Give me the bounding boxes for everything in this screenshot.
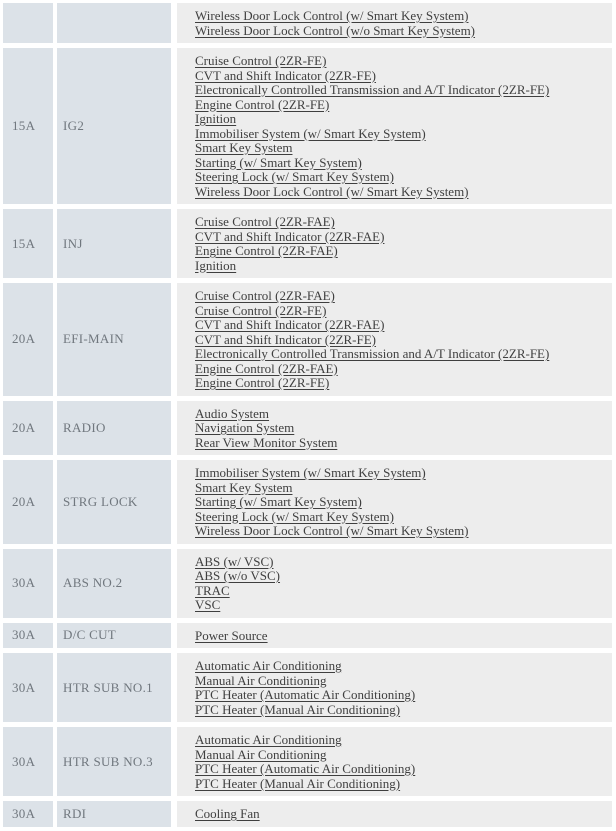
- fuse-row: [3, 653, 612, 722]
- fuse-name-label: STRG LOCK: [63, 493, 138, 509]
- system-link[interactable]: Cruise Control (2ZR-FAE): [195, 214, 335, 229]
- system-link[interactable]: ABS (w/ VSC): [195, 553, 274, 569]
- system-link[interactable]: Cruise Control (2ZR-FE): [195, 53, 327, 68]
- related-systems-cell: [177, 460, 612, 544]
- system-link[interactable]: Cooling Fan: [195, 806, 260, 821]
- fuse-row: [3, 801, 612, 827]
- amperage-label: 30A: [12, 627, 36, 643]
- fuse-row: [3, 401, 612, 456]
- amperage-cell: [3, 48, 53, 204]
- fuse-row: [3, 283, 612, 396]
- amperage-label: 20A: [12, 419, 36, 435]
- system-link[interactable]: Smart Key System: [195, 140, 293, 155]
- amperage-cell: [3, 401, 53, 456]
- related-systems-cell: [177, 549, 612, 618]
- fuse-row: [3, 549, 612, 618]
- amperage-cell: [3, 460, 53, 544]
- amperage-cell: [3, 653, 53, 722]
- fuse-name-label: ABS NO.2: [63, 575, 123, 590]
- system-link[interactable]: Engine Control (2ZR-FE): [195, 375, 330, 390]
- system-link[interactable]: Cruise Control (2ZR-FE): [195, 302, 327, 318]
- amperage-label: 30A: [12, 753, 36, 769]
- fuse-name-label: IG2: [63, 118, 85, 133]
- system-link[interactable]: PTC Heater (Manual Air Conditioning): [195, 775, 401, 791]
- amperage-label: 15A: [12, 118, 36, 133]
- system-link[interactable]: ABS (w/o VSC): [195, 568, 281, 583]
- fuse-name-cell: [57, 209, 171, 278]
- fuse-name-cell: [57, 801, 171, 827]
- amperage-cell: [3, 3, 53, 43]
- system-link[interactable]: Rear View Monitor System: [195, 434, 338, 450]
- fuse-name-cell: [57, 549, 171, 618]
- amperage-label: 15A: [12, 235, 36, 251]
- related-systems-cell: [177, 3, 612, 43]
- fuse-name-label: EFI-MAIN: [63, 331, 124, 347]
- fuse-name-cell: [57, 401, 171, 456]
- fuse-name-cell: [57, 460, 171, 544]
- amperage-cell: [3, 801, 53, 827]
- system-link[interactable]: Ignition: [195, 257, 237, 273]
- related-systems-cell: [177, 283, 612, 396]
- system-link[interactable]: CVT and Shift Indicator (2ZR-FE): [195, 67, 377, 83]
- system-link[interactable]: Navigation System: [195, 420, 295, 435]
- fuse-name-cell: [57, 48, 171, 204]
- amperage-cell: [3, 727, 53, 796]
- system-link[interactable]: Power Source: [195, 627, 268, 643]
- system-link[interactable]: Audio System: [195, 405, 270, 421]
- system-link[interactable]: Immobiliser System (w/ Smart Key System): [195, 465, 426, 480]
- system-link[interactable]: TRAC: [195, 582, 230, 598]
- related-systems-cell: [177, 653, 612, 722]
- related-systems-cell: [177, 801, 612, 827]
- amperage-cell: [3, 623, 53, 649]
- system-link[interactable]: PTC Heater (Automatic Air Conditioning): [195, 761, 416, 776]
- system-link[interactable]: Engine Control (2ZR-FE): [195, 96, 330, 112]
- fuse-row: [3, 727, 612, 796]
- amperage-label: 20A: [12, 331, 36, 347]
- system-link[interactable]: Starting (w/ Smart Key System): [195, 494, 362, 509]
- system-link[interactable]: Engine Control (2ZR-FAE): [195, 360, 338, 376]
- amperage-label: 30A: [12, 679, 36, 695]
- fuse-name-label: D/C CUT: [63, 627, 117, 643]
- related-systems-cell: [177, 401, 612, 456]
- fuse-row: [3, 48, 612, 204]
- system-link[interactable]: Wireless Door Lock Control (w/ Smart Key System): [195, 8, 469, 23]
- system-link[interactable]: Engine Control (2ZR-FAE): [195, 243, 338, 258]
- amperage-cell: [3, 283, 53, 396]
- fuse-name-label: HTR SUB NO.1: [63, 679, 153, 695]
- system-link[interactable]: Steering Lock (w/ Smart Key System): [195, 508, 394, 524]
- related-systems-cell: [177, 48, 612, 204]
- system-link[interactable]: CVT and Shift Indicator (2ZR-FE): [195, 331, 377, 347]
- system-link[interactable]: PTC Heater (Automatic Air Conditioning): [195, 687, 416, 702]
- fuse-name-label: RDI: [63, 805, 87, 821]
- system-link[interactable]: CVT and Shift Indicator (2ZR-FAE): [195, 228, 385, 244]
- system-link[interactable]: Manual Air Conditioning: [195, 672, 327, 688]
- fuse-row: [3, 623, 612, 649]
- system-link[interactable]: Wireless Door Lock Control (w/o Smart Key System): [195, 22, 476, 38]
- fuse-row: [3, 3, 612, 43]
- fuse-name-label: RADIO: [63, 419, 106, 435]
- fuse-row: [3, 209, 612, 278]
- fuse-row: [3, 460, 612, 544]
- system-link[interactable]: Steering Lock (w/ Smart Key System): [195, 169, 394, 184]
- related-systems-cell: [177, 727, 612, 796]
- system-link[interactable]: Starting (w/ Smart Key System): [195, 154, 362, 170]
- fuse-name-label: HTR SUB NO.3: [63, 753, 153, 769]
- system-link[interactable]: PTC Heater (Manual Air Conditioning): [195, 701, 401, 717]
- fuse-name-cell: [57, 283, 171, 396]
- amperage-cell: [3, 549, 53, 618]
- fuse-name-cell: [57, 653, 171, 722]
- system-link[interactable]: Electronically Controlled Transmission and A/T Indicator (2ZR-FE): [195, 82, 550, 97]
- amperage-label: 30A: [12, 805, 36, 821]
- system-link[interactable]: Immobiliser System (w/ Smart Key System): [195, 125, 426, 141]
- amperage-label: 30A: [12, 575, 36, 590]
- system-link[interactable]: Wireless Door Lock Control (w/ Smart Key System): [195, 183, 469, 199]
- amperage-cell: [3, 209, 53, 278]
- fuse-name-label: INJ: [63, 235, 83, 251]
- system-link[interactable]: Manual Air Conditioning: [195, 746, 327, 762]
- system-link[interactable]: CVT and Shift Indicator (2ZR-FAE): [195, 317, 385, 332]
- system-link[interactable]: Wireless Door Lock Control (w/ Smart Key System): [195, 523, 469, 538]
- fuse-name-cell: [57, 727, 171, 796]
- system-link[interactable]: Automatic Air Conditioning: [195, 732, 342, 747]
- system-link[interactable]: Electronically Controlled Transmission and A/T Indicator (2ZR-FE): [195, 346, 550, 361]
- fuse-name-cell: [57, 3, 171, 43]
- related-systems-cell: [177, 623, 612, 649]
- system-link[interactable]: Cruise Control (2ZR-FAE): [195, 288, 335, 303]
- related-systems-cell: [177, 209, 612, 278]
- amperage-label: 20A: [12, 493, 36, 509]
- system-link[interactable]: VSC: [195, 597, 221, 612]
- system-link[interactable]: Smart Key System: [195, 479, 293, 495]
- system-link[interactable]: Automatic Air Conditioning: [195, 658, 342, 673]
- fuse-name-cell: [57, 623, 171, 649]
- system-link[interactable]: Ignition: [195, 111, 237, 126]
